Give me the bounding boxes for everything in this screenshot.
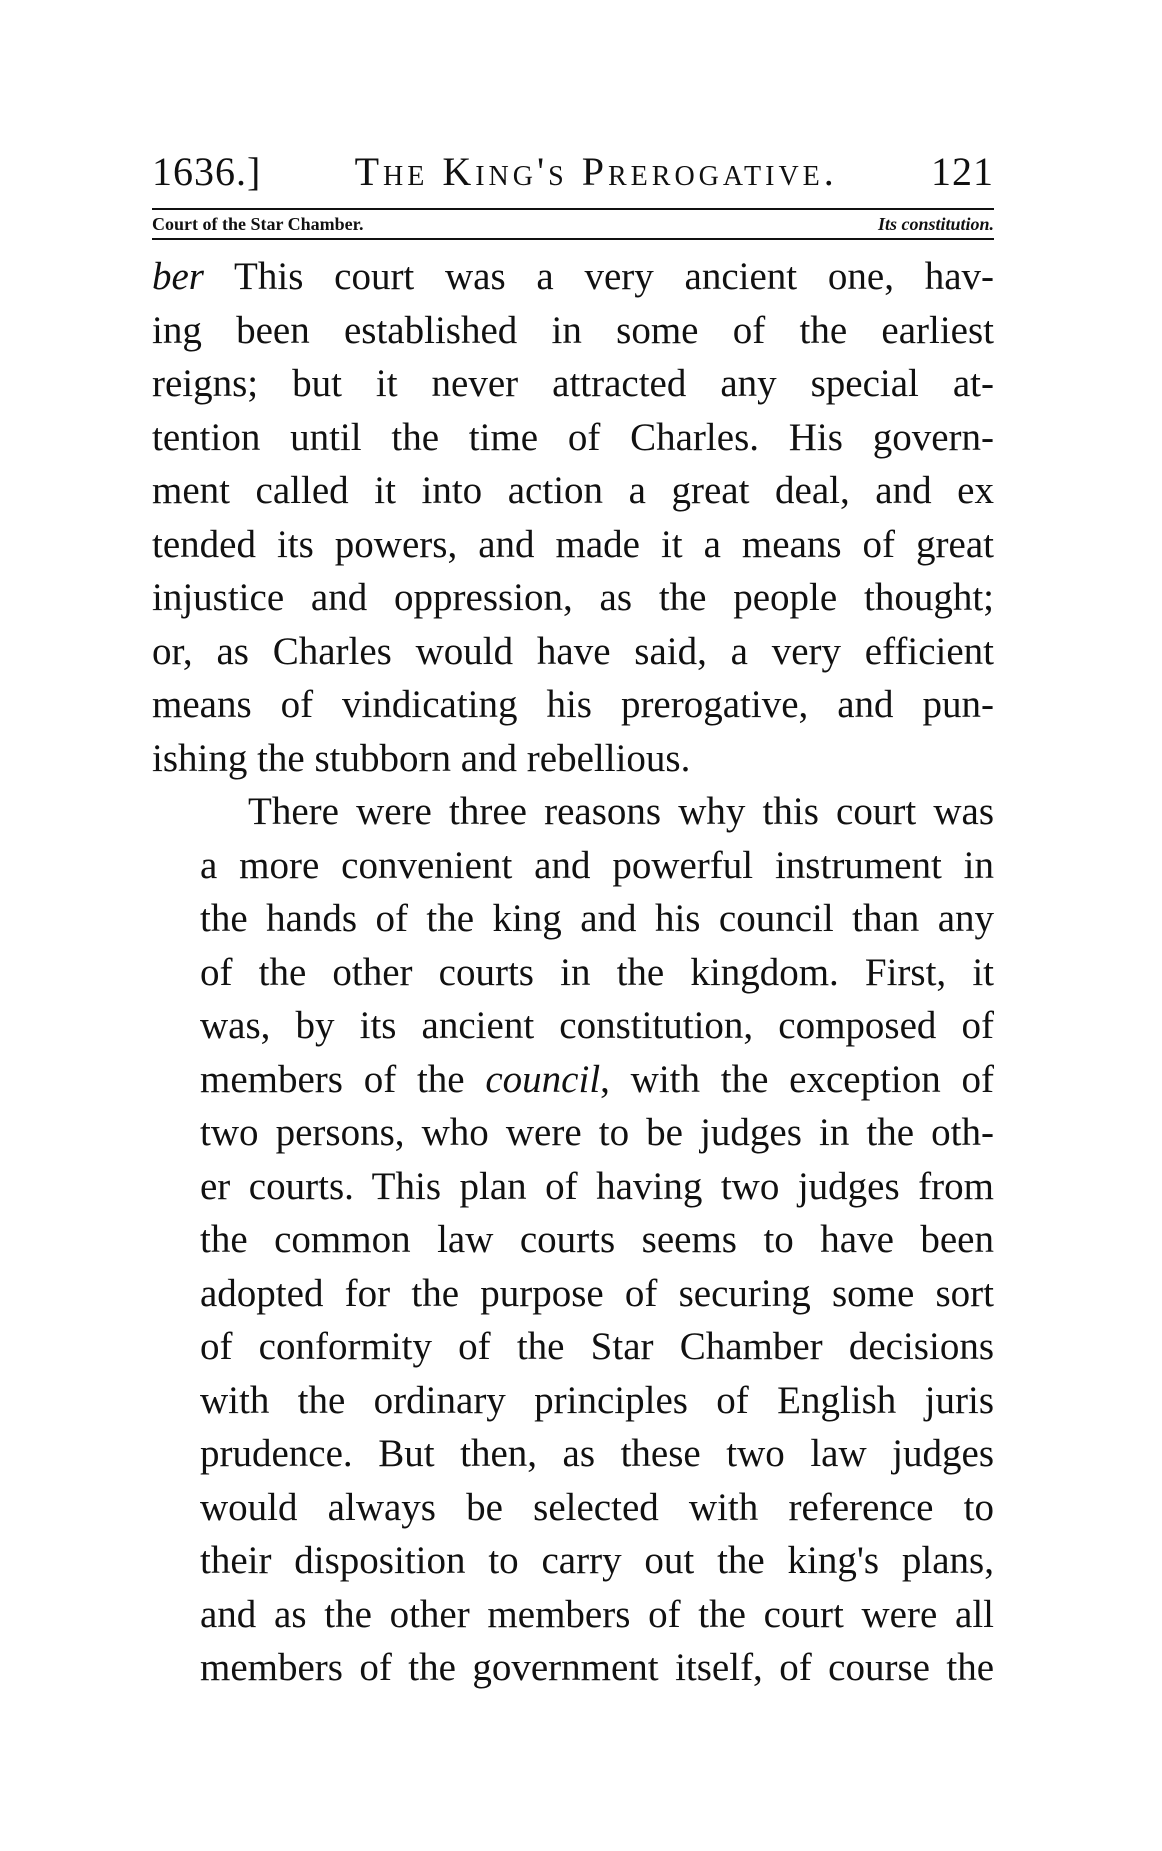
text-line: ing been established in some of the earliest [152,308,994,352]
text-line: the common law courts seems to have been [200,1218,994,1261]
text-line: and as the other members of the court were all [200,1592,994,1636]
header-rule-bottom [152,238,994,240]
body-text [152,250,994,1695]
text-line: the hands of the king and his council than any [200,897,994,940]
header-year: 1636.] [152,149,262,194]
text-line: would always be selected with reference to [200,1485,994,1529]
text-line: members of the government itself, of course the [200,1646,994,1689]
text-line: or, as Charles would have said, a very efficient [152,629,994,673]
text-line: injustice and oppression, as the people thought; [152,576,994,619]
text-line: er courts. This plan of having two judges from [200,1164,994,1208]
text-line: of the other courts in the kingdom. First, it [200,950,994,994]
text-line: was, by its ancient constitution, composed of [200,1004,994,1047]
text-line: ber This court was a very ancient one, hav- [152,255,994,298]
subhead-right: Its constitution. [877,214,994,234]
text-line: adopted for the purpose of securing some sort [200,1271,994,1315]
text-line: means of vindicating his prerogative, and pun- [152,683,994,726]
subhead [152,210,994,238]
text-line: of conformity of the Star Chamber decisions [200,1325,994,1368]
subhead-left: Court of the Star Chamber. [152,214,364,234]
running-head [152,148,994,196]
text-line: tended its powers, and made it a means of great [152,522,994,566]
text-line: ishing the stubborn and rebellious. [152,736,691,780]
paragraph-1 [152,250,994,785]
text-line: members of the council, with the exception of [200,1057,994,1101]
book-page [152,148,994,1695]
text-line: ment called it into action a great deal, and ex [152,469,994,512]
text-line: two persons, who were to be judges in the oth- [200,1111,994,1154]
text-line: There were three reasons why this court was [248,790,994,833]
text-line: a more convenient and powerful instrument in [200,843,994,887]
page-number: 121 [931,149,994,194]
paragraph-2 [152,785,994,1695]
text-line: reigns; but it never attracted any special at- [152,362,994,405]
text-line: with the ordinary principles of English juris [200,1378,994,1422]
header-title: The King's Prerogative. [354,149,838,194]
text-line: tention until the time of Charles. His govern- [152,415,994,459]
text-line: their disposition to carry out the king's plans, [200,1539,994,1582]
text-line: prudence. But then, as these two law judges [200,1432,994,1475]
